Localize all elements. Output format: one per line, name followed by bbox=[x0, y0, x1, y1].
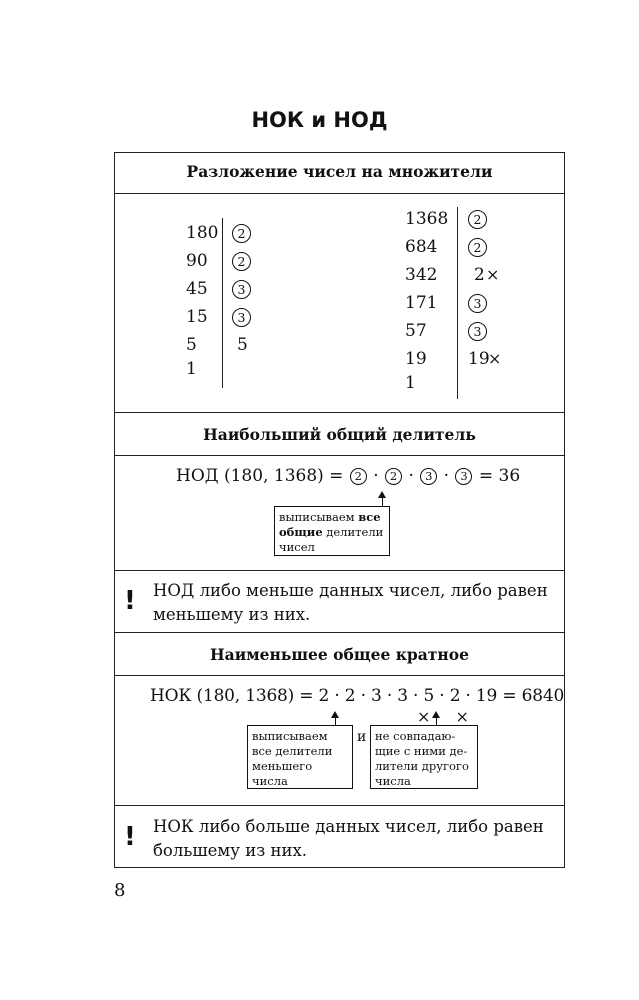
left-number: 45 bbox=[186, 279, 208, 299]
divider bbox=[114, 675, 565, 676]
divider bbox=[114, 455, 565, 456]
gcd-heading: Наибольший общий делитель bbox=[203, 425, 476, 444]
left-number: 15 bbox=[186, 307, 208, 327]
right-number: 342 bbox=[405, 265, 438, 285]
factor: 19 bbox=[468, 349, 490, 369]
divider bbox=[114, 805, 565, 806]
factor: 5 bbox=[237, 335, 248, 355]
right-number: 1 bbox=[405, 373, 416, 393]
circled-factor: 2 bbox=[385, 468, 402, 485]
page-number: 8 bbox=[114, 880, 126, 901]
circled-factor: 3 bbox=[232, 280, 251, 299]
lcm-note-left: выписываем все делители меньшего числа bbox=[247, 725, 353, 789]
exclamation-icon: ! bbox=[124, 586, 136, 616]
factor: 2 bbox=[474, 265, 485, 285]
left-number: 180 bbox=[186, 223, 219, 243]
right-number: 684 bbox=[405, 237, 438, 257]
circled-factor: 2 bbox=[350, 468, 367, 485]
divider bbox=[114, 193, 565, 194]
divider bbox=[114, 570, 565, 571]
gcd-equation: НОД (180, 1368) = 2 · 2 · 3 · 3 = 36 bbox=[176, 466, 521, 486]
right-number: 57 bbox=[405, 321, 427, 341]
circled-factor: 3 bbox=[232, 308, 251, 327]
circled-factor: 3 bbox=[455, 468, 472, 485]
factor-separator bbox=[457, 207, 458, 399]
factorization-heading: Разложение чисел на множители bbox=[186, 162, 493, 181]
left-number: 1 bbox=[186, 359, 197, 379]
lcm-note-right: не совпадаю-щие с ними де-лители другого числа bbox=[370, 725, 478, 789]
lcm-rule: НОК либо больше данных чисел, либо равен большему из них. bbox=[153, 817, 544, 860]
gcd-rule: НОД либо меньше данных чисел, либо равен меньшему из них. bbox=[153, 581, 548, 624]
left-number: 5 bbox=[186, 335, 197, 355]
divider bbox=[114, 412, 565, 413]
right-number: 19 bbox=[405, 349, 427, 369]
page-title: НОК и НОД bbox=[251, 108, 388, 132]
lcm-equation: НОК (180, 1368) = 2 · 2 · 3 · 3 · 5 · 2 · 19 = 6840 bbox=[150, 686, 565, 706]
lcm-heading: Наименьшее общее кратное bbox=[210, 645, 469, 664]
conjunction: и bbox=[357, 729, 367, 745]
circled-factor: 2 bbox=[468, 210, 487, 229]
circled-factor: 3 bbox=[468, 322, 487, 341]
right-number: 171 bbox=[405, 293, 438, 313]
factor-separator bbox=[222, 218, 223, 388]
divider bbox=[114, 632, 565, 633]
cross-marks: × × bbox=[417, 707, 479, 726]
exclamation-icon: ! bbox=[124, 822, 136, 852]
right-number: 1368 bbox=[405, 209, 449, 229]
left-number: 90 bbox=[186, 251, 208, 271]
gcd-note-box: выписываем все общие делители чисел bbox=[274, 506, 390, 556]
cross-mark: × bbox=[488, 349, 502, 368]
cross-mark: × bbox=[486, 265, 500, 284]
circled-factor: 2 bbox=[468, 238, 487, 257]
circled-factor: 3 bbox=[420, 468, 437, 485]
circled-factor: 2 bbox=[232, 252, 251, 271]
circled-factor: 3 bbox=[468, 294, 487, 313]
circled-factor: 2 bbox=[232, 224, 251, 243]
